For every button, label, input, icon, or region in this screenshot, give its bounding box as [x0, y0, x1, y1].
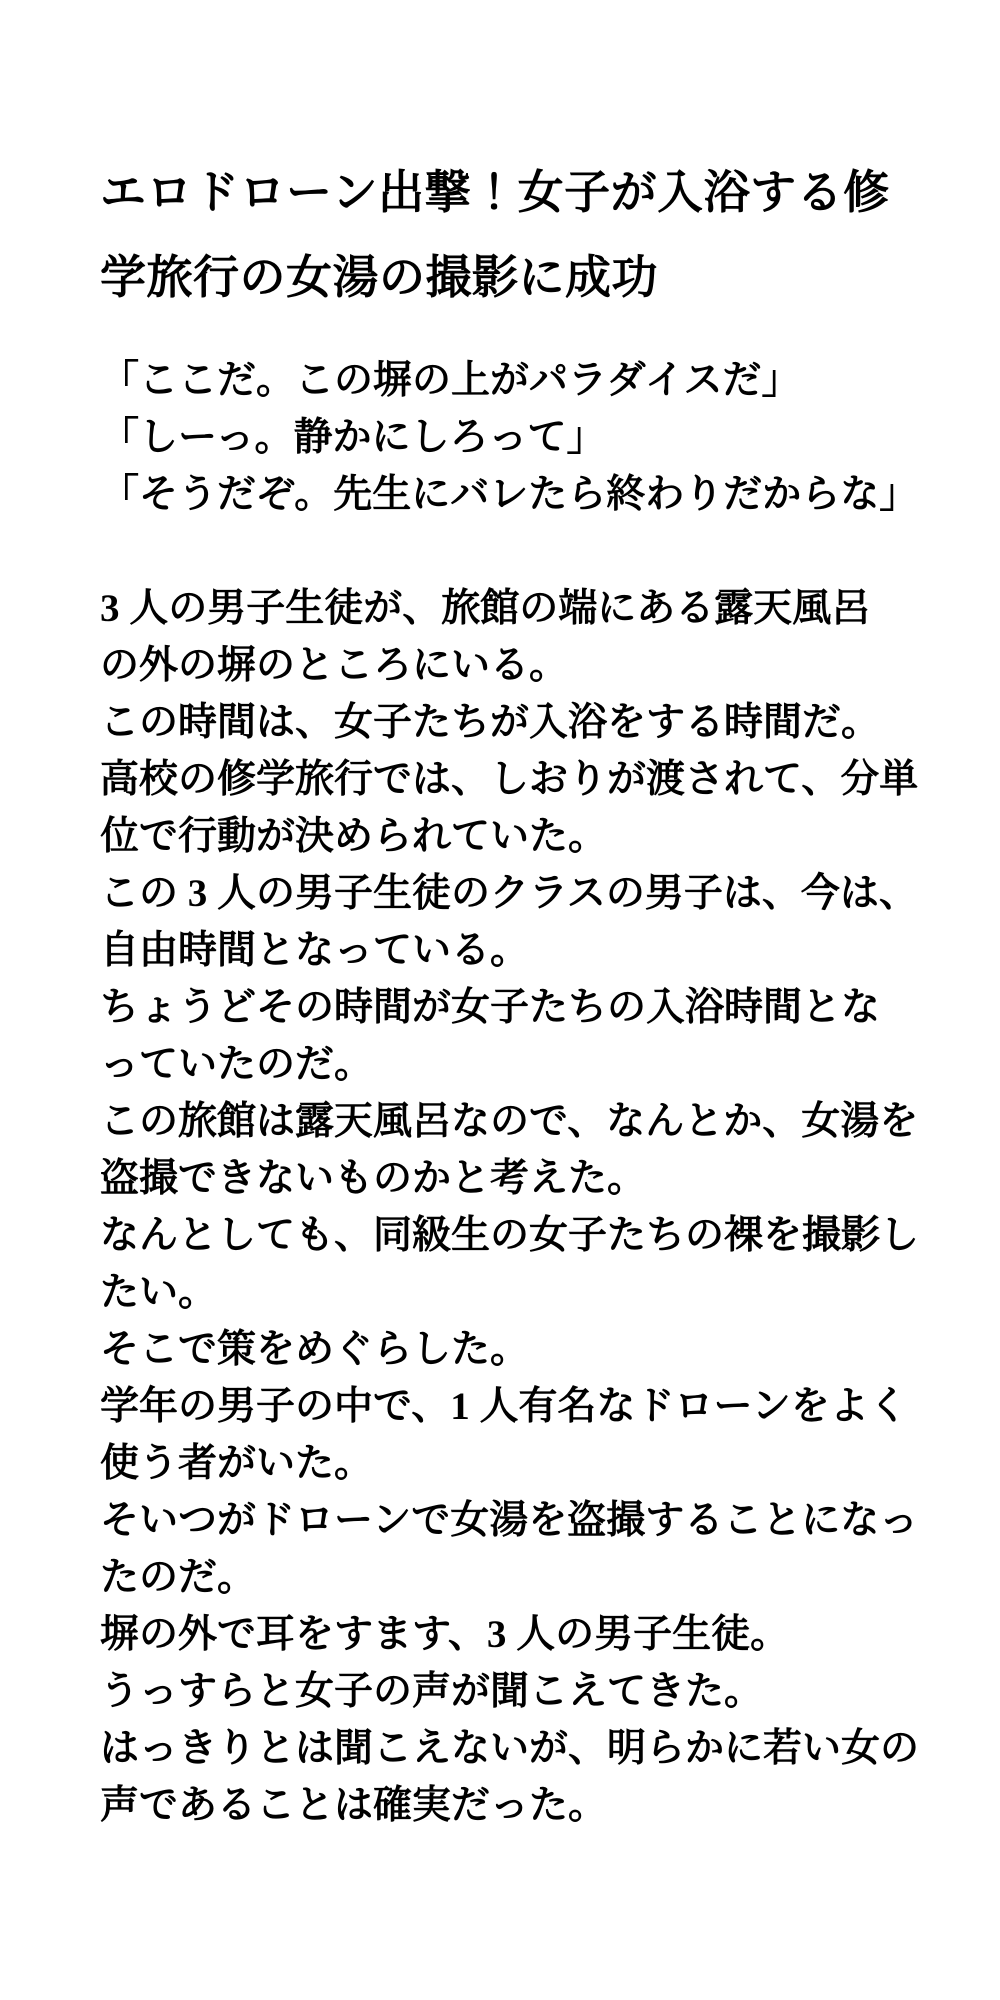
story-line: たのだ。: [100, 1556, 257, 1599]
story-line: うっすらと女子の声が聞こえてきた。: [100, 1670, 764, 1713]
story-line: ちょうどその時間が女子たちの入浴時間とな: [100, 986, 881, 1029]
story-line: なんとしても、同級生の女子たちの裸を撮影し: [100, 1214, 920, 1257]
story-line: 学年の男子の中で、1 人有名なドローンをよく: [100, 1385, 908, 1428]
story-line: 3 人の男子生徒が、旅館の端にある露天風呂: [100, 587, 871, 630]
story-line: 「しーっ。静かにしろって」: [100, 416, 606, 459]
story-line: 位で行動が決められていた。: [100, 815, 608, 858]
story-line: 盗撮できないものかと考えた。: [100, 1157, 647, 1200]
story-line: はっきりとは聞こえないが、明らかに若い女の: [100, 1727, 920, 1770]
story-line: [100, 523, 930, 580]
story-line: そいつがドローンで女湯を盗撮することになっ: [100, 1499, 919, 1542]
story-line: そこで策をめぐらした。: [100, 1328, 530, 1371]
story-line: 「そうだぞ。先生にバレたら終わりだからな」: [100, 473, 919, 516]
story-title-line-1: エロドローン出撃！女子が入浴する修: [100, 167, 890, 218]
story-line: の外の塀のところにいる。: [100, 644, 569, 687]
story-line: 高校の修学旅行では、しおりが渡されて、分単: [100, 758, 919, 801]
story-title-line-2: 学旅行の女湯の撮影に成功: [100, 252, 658, 303]
story-line: っていたのだ。: [100, 1043, 374, 1086]
story-line: 使う者がいた。: [100, 1442, 374, 1485]
story-line: たい。: [100, 1271, 218, 1314]
story-line: 自由時間となっている。: [100, 929, 530, 972]
story-line: この 3 人の男子生徒のクラスの男子は、今は、: [100, 872, 918, 915]
story-body: [100, 352, 930, 1834]
story-line: 「ここだ。この塀の上がパラダイスだ」: [100, 359, 801, 402]
story-line: この旅館は露天風呂なので、なんとか、女湯を: [100, 1100, 919, 1143]
story-title: [100, 150, 930, 320]
story-line: 声であることは確実だった。: [100, 1784, 608, 1827]
story-line: 塀の外で耳をすます、3 人の男子生徒。: [100, 1613, 790, 1656]
story-line: この時間は、女子たちが入浴をする時間だ。: [100, 701, 881, 744]
